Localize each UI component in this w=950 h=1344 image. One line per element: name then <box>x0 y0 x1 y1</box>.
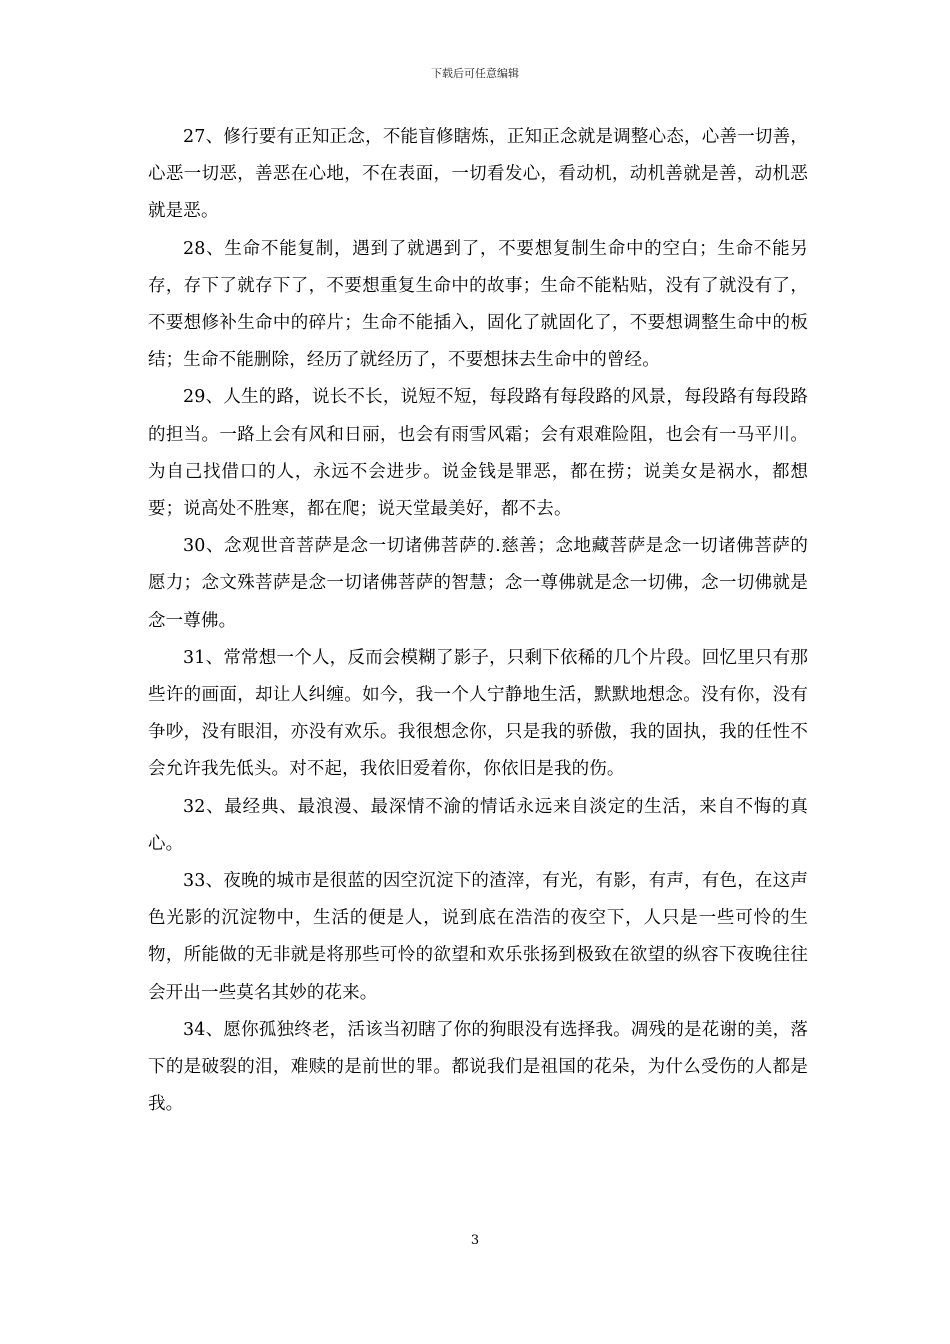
document-body <box>148 119 808 1123</box>
paragraph-30: 30、念观世音菩萨是念一切诸佛菩萨的.慈善；念地藏菩萨是念一切诸佛菩萨的愿力；念文殊菩萨是念一切诸佛菩萨的智慧；念一尊佛就是念一切佛，念一切佛就是念一尊佛。 <box>148 536 808 631</box>
paragraph-28: 28、生命不能复制，遇到了就遇到了，不要想复制生命中的空白；生命不能另存，存下了就存下了，不要想重复生命中的故事；生命不能粘贴，没有了就没有了，不要想修补生命中的碎片；生命不能插入，固化了就固化了，不要想调整生命中的板结；生命不能删除，经历了就经历了，不要想抹去生命中的曾经。 <box>148 238 808 371</box>
paragraph-34: 34、愿你孤独终老，活该当初瞎了你的狗眼没有选择我。凋残的是花谢的美，落下的是破裂的泪，难赎的是前世的罪。都说我们是祖国的花朵，为什么受伤的人都是我。 <box>148 1019 808 1115</box>
page-number: 3 <box>470 1233 480 1248</box>
paragraph-31: 31、常常想一个人，反而会模糊了影子，只剩下依稀的几个片段。回忆里只有那些许的画面，却让人纠缠。如今，我一个人宁静地生活，默默地想念。没有你，没有争吵，没有眼泪，亦没有欢乐。我很想念你，只是我的骄傲，我的固执，我的任性不会允许我先低头。对不起，我依旧爱着你，你依旧是我的伤。 <box>148 647 808 780</box>
paragraph-29: 29、人生的路，说长不长，说短不短，每段路有每段路的风景，每段路有每段路的担当。一路上会有风和日丽，也会有雨雪风霜；会有艰难险阻，也会有一马平川。为自己找借口的人，永远不会进步。说金钱是罪恶，都在捞；说美女是祸水，都想要；说高处不胜寒，都在爬；说天堂最美好，都不去。 <box>148 387 808 520</box>
paragraph-33: 33、夜晚的城市是很蓝的因空沉淀下的渣滓，有光，有影，有声，有色，在这声色光影的沉淀物中，生活的便是人，说到底在浩浩的夜空下，人只是一些可怜的生物，所能做的无非就是将那些可怜的欲望和欢乐张扬到极致在欲望的纵容下夜晚往往会开出一些莫名其妙的花来。 <box>148 871 808 1003</box>
page-header: 下载后可任意编辑 <box>431 67 519 80</box>
paragraph-32: 32、最经典、最浪漫、最深情不渝的情话永远来自淡定的生活，来自不悔的真心。 <box>148 796 808 854</box>
paragraph-27: 27、修行要有正知正念，不能盲修瞎炼，正知正念就是调整心态，心善一切善，心恶一切恶，善恶在心地，不在表面，一切看发心，看动机，动机善就是善，动机恶就是恶。 <box>148 127 808 222</box>
